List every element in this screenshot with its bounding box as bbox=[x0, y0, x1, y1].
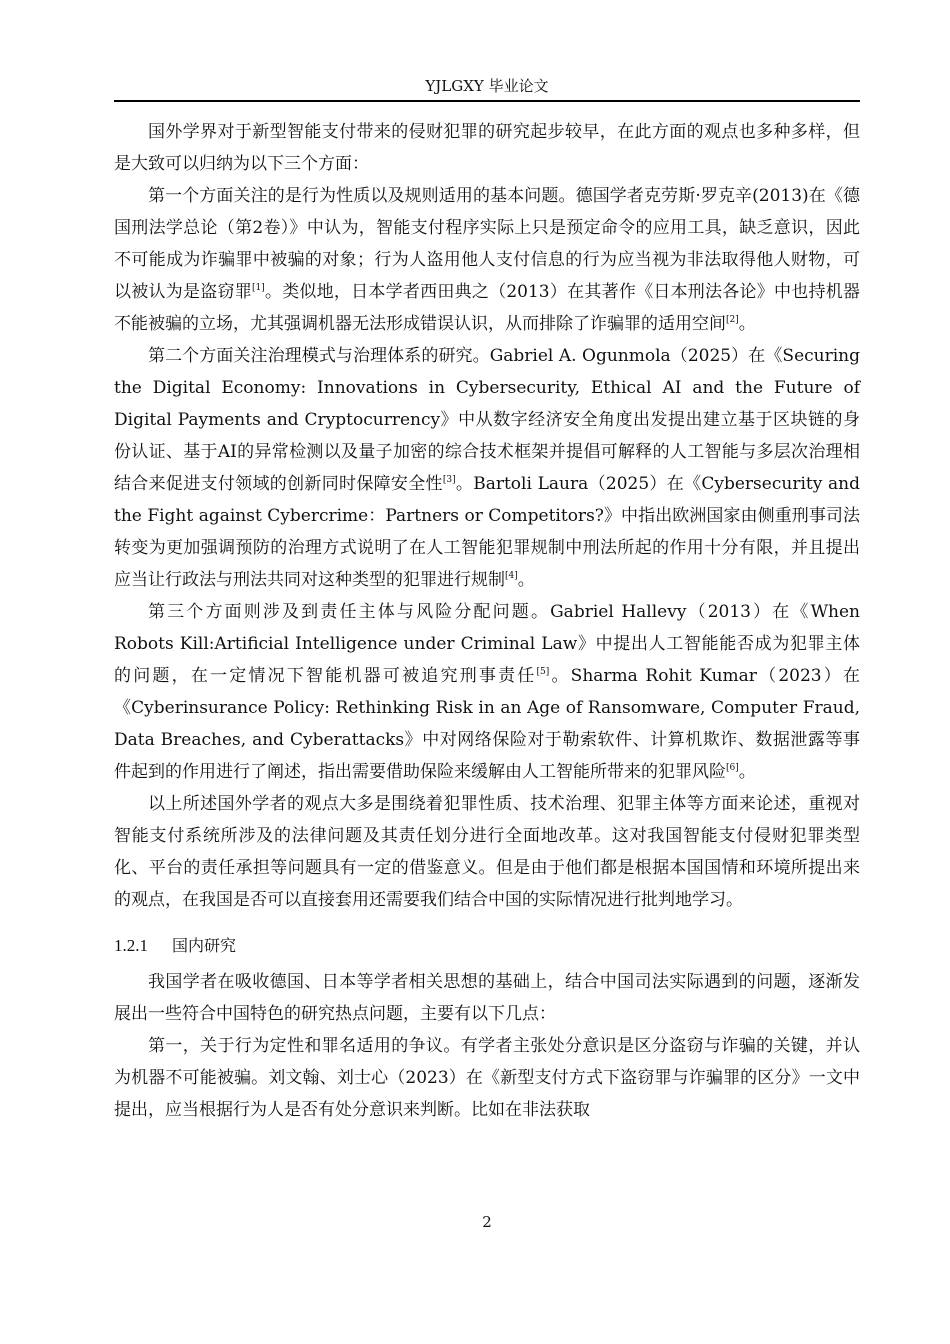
paragraph-domestic-intro: 我国学者在吸收德国、日本等学者相关思想的基础上，结合中国司法实际遇到的问题，逐渐发展出一些符合中国特色的研究热点问题，主要有以下几点： bbox=[114, 972, 860, 1024]
citation-ref: [4] bbox=[505, 571, 518, 581]
page-number: 2 bbox=[482, 1213, 492, 1231]
paragraph-text: 第三个方面则涉及到责任主体与风险分配问题。Gabriel Hallevy（2013）在《When Robots Kill:Artificial Intelligence under Criminal Law》中提出人工智能能否成为犯罪主体的问题，在一定情况下智能机器可被追究刑事责任 bbox=[114, 602, 860, 686]
paragraph-aspect-two bbox=[114, 340, 860, 596]
section-title: 国内研究 bbox=[172, 936, 237, 955]
paragraph-domestic-first: 第一，关于行为定性和罪名适用的争议。有学者主张处分意识是区分盗窃与诈骗的关键，并认为机器不可能被骗。刘文翰、刘士心（2023）在《新型支付方式下盗窃罪与诈骗罪的区分》一文中提出，应当根据行为人是否有处分意识来判断。比如在非法获取 bbox=[114, 1036, 860, 1120]
citation-ref: [5] bbox=[536, 667, 550, 677]
citation-ref: [1] bbox=[251, 283, 265, 293]
paragraph-aspect-three bbox=[114, 596, 860, 788]
paragraph-text: 。 bbox=[517, 570, 535, 590]
paragraph-text: 。Bartoli Laura（2025）在《Cybersecurity and the Fight against Cybercrime：Partners or Competitors?》中指出欧洲国家由侧重刑事司法转变为更加强调预防的治理方式说明了在人工智能犯罪规制中刑法所起的作用十分有限，并且提出应当让行政法与刑法共同对这种类型的犯罪进行规制 bbox=[114, 474, 860, 590]
paragraph-aspect-one bbox=[114, 180, 860, 340]
paragraph-text: 第二个方面关注治理模式与治理体系的研究。Gabriel A. Ogunmola（2025）在《Securing the Digital Economy: Innovations in Cybersecurity, Ethical AI and the Future of Digital Payments and Cryptocurrency》中从数字经济安全角度出发提出建立基于区块链的身份认证、基于AI的异常检测以及量子加密的综合技术框架并提倡可解释的人工智能与多层次治理相结合来促进支付领域的创新同时保障安全性 bbox=[114, 346, 860, 494]
paragraph-summary: 以上所述国外学者的观点大多是围绕着犯罪性质、技术治理、犯罪主体等方面来论述，重视对智能支付系统所涉及的法律问题及其责任划分进行全面地改革。这对我国智能支付侵财犯罪类型化、平台的责任承担等问题具有一定的借鉴意义。但是由于他们都是根据本国国情和环境所提出来的观点，在我国是否可以直接套用还需要我们结合中国的实际情况进行批判地学习。 bbox=[114, 794, 860, 910]
paragraph-text: 。 bbox=[738, 762, 756, 782]
paragraph-intro: 国外学界对于新型智能支付带来的侵财犯罪的研究起步较早，在此方面的观点也多种多样，但是大致可以归纳为以下三个方面： bbox=[114, 122, 860, 174]
paragraph-text: 。类似地，日本学者西田典之（2013）在其著作《日本刑法各论》中也持机器不能被骗的立场，尤其强调机器无法形成错误认识，从而排除了诈骗罪的适用空间 bbox=[114, 282, 861, 334]
paragraph-text: 。Sharma Rohit Kumar（2023）在《Cyberinsurance Policy: Rethinking Risk in an Age of Ransomware, Computer Fraud, Data Breaches, and Cyberattacks》中对网络保险对于勒索软件、计算机欺诈、数据泄露等事件起到的作用进行了阐述，指出需要借助保险来缓解由人工智能所带来的犯罪风险 bbox=[114, 666, 860, 782]
header-rule bbox=[114, 100, 860, 102]
citation-ref: [2] bbox=[726, 315, 739, 325]
citation-ref: [6] bbox=[726, 763, 739, 773]
paragraph-text: 。 bbox=[738, 314, 756, 334]
section-heading bbox=[114, 930, 860, 962]
page-body bbox=[114, 116, 860, 1126]
running-header: YJLGXY 毕业论文 bbox=[425, 77, 549, 95]
citation-ref: [3] bbox=[442, 475, 456, 485]
section-number: 1.2.1 bbox=[114, 936, 148, 955]
paragraph-text: 第一个方面关注的是行为性质以及规则适用的基本问题。德国学者克劳斯·罗克辛(2013)在《德国刑法学总论（第2卷）》中认为，智能支付程序实际上只是预定命令的应用工具，缺乏意识，因此不可能成为诈骗罪中被骗的对象；行为人盗用他人支付信息的行为应当视为非法取得他人财物，可以被认为是盗窃罪 bbox=[114, 186, 860, 302]
